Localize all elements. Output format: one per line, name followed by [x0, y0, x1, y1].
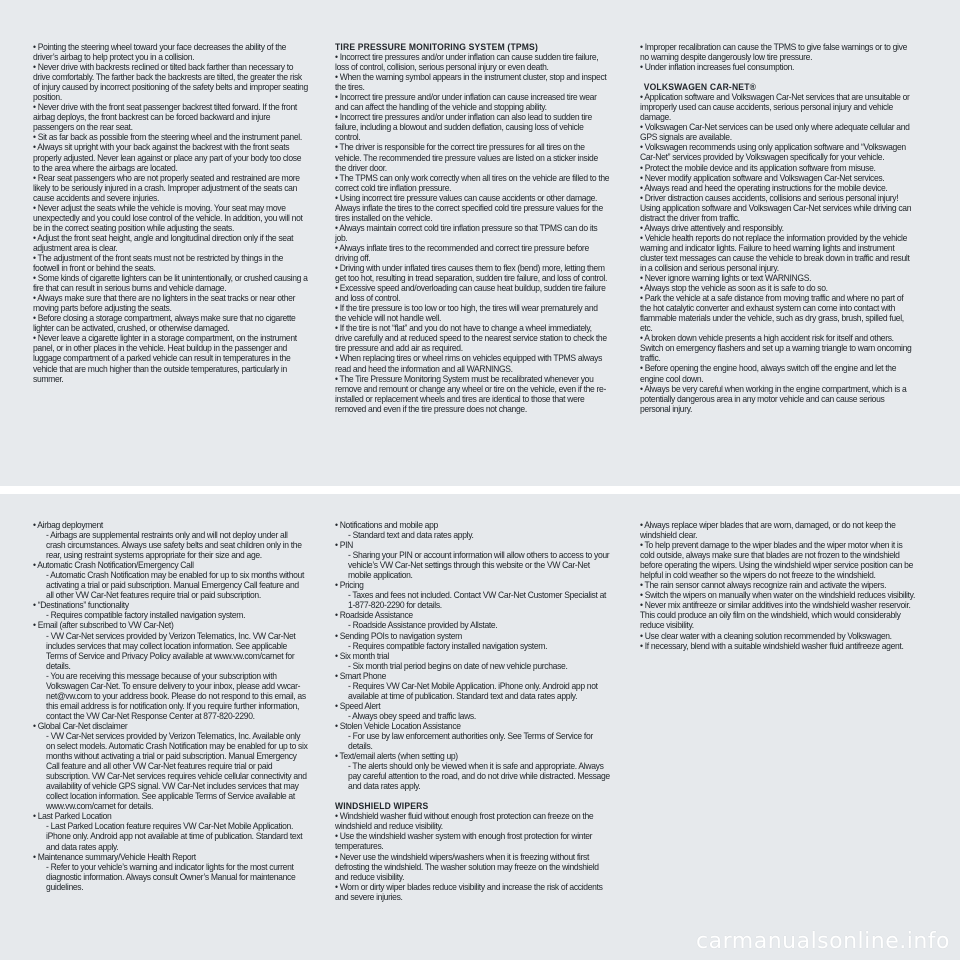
paragraph: • The adjustment of the front seats must not be restricted by things in the footwell in front or behind the seats.: [33, 252, 284, 274]
list-item: • Notifications and mobile app: [335, 520, 438, 530]
paragraph: • Pointing the steering wheel toward your face decreases the ability of the driver’s airbag to help protect you in a collision.: [33, 42, 287, 63]
paragraph: • Never drive with the front seat passenger backrest tilted forward. If the front airbag deploys, the front backrest can be forced backward and injure passengers on the rear seat.: [33, 102, 297, 133]
paragraph: • Always be very careful when working in the engine compartment, which is a potentially dangerous area in any motor vehicle and can cause serious personal injury.: [640, 383, 907, 414]
list-item: • Roadside Assistance: [335, 610, 413, 621]
paragraph: • Some kinds of cigarette lighters can be lit unintentionally, or crushed causing a fire that can result in serious burns and vehicle damage.: [33, 273, 308, 294]
paragraph: • Never use the windshield wipers/washers when it is freezing without first defrosting the windshield. The washer solution may freeze on the windshield and reduce visibility.: [335, 851, 599, 882]
paragraph: • Incorrect tire pressure and/or under inflation can cause increased tire wear and can affect the handling of the vehicle and stopping ability.: [335, 92, 597, 113]
section-heading-tpms: TIRE PRESSURE MONITORING SYSTEM (TPMS): [335, 42, 538, 52]
paragraph: • Driver distraction causes accidents, collisions and serious personal injury! Using application software and Volkswagen Car-Net services while driving can distract the driver from traffic.: [640, 192, 912, 223]
list-item-detail: - VW Car-Net services provided by Verizon Telematics, Inc. Available only on select models. Automatic Crash Notification may be enabled for up to six months without activating a trial or paid subscription. Manual Emergency Call feature and all other VW Car-Net features require trial or paid subscription. VW Car-Net services requires vehicle cellular connectivity and availability of vehicle GPS signal. VW Car-Net includes services that may collect location information. See applicable Terms of Service available at www.vw.com/carnet for details.: [46, 730, 308, 812]
paragraph: • The Tire Pressure Monitoring System must be recalibrated whenever you remove and remount or change any wheel or tire on the vehicle, even if the re-installed or replacement wheels and tires are identical to those that were removed and even if the tire pressure does not change.: [335, 373, 606, 414]
paragraph: • Excessive speed and/overloading can cause heat buildup, sudden tire failure and loss of control.: [335, 283, 606, 304]
paragraph: • Never modify application software and Volkswagen Car-Net services.: [640, 172, 885, 183]
paragraph: • Always maintain correct cold tire inflation pressure so that TPMS can do its job.: [335, 222, 598, 243]
paragraph: • Before closing a storage compartment, always make sure that no cigarette lighter can be activated, crushed, or otherwise damaged.: [33, 313, 296, 334]
list-item: • Stolen Vehicle Location Assistance: [335, 720, 461, 731]
bottom-column-3: [640, 520, 915, 651]
paragraph: • Always sit upright with your back against the backrest with the front seats properly adjusted. Never lean against or place any part of your body too close to the area where the airbags are located.: [33, 142, 302, 173]
paragraph: • Windshield washer fluid without enough frost protection can freeze on the windshield and reduce visibility.: [335, 811, 594, 832]
list-item-detail: - Airbags are supplemental restraints only and will not deploy under all crash circumstances. Always use safety belts and seat children only in the rear, using restraint systems appropriate for their size and age.: [46, 530, 302, 561]
bottom-column-2: [335, 520, 610, 902]
paragraph: • Use the windshield washer system with enough frost protection for winter temperatures.: [335, 831, 593, 852]
paragraph: • Improper recalibration can cause the TPMS to give false warnings or to give no warning despite dangerously low tire pressure.: [640, 42, 908, 63]
list-item: • PIN: [335, 540, 353, 551]
paragraph: • Driving with under inflated tires causes them to flex (bend) more, letting them get too hot, resulting in tread separation, sudden tire failure, and loss of control.: [335, 263, 608, 284]
top-column-1: [33, 42, 308, 384]
paragraph: • If the tire pressure is too low or too high, the tires will wear prematurely and the vehicle will not handle well.: [335, 303, 598, 324]
paragraph: • Always make sure that there are no lighters in the seat tracks or near other moving parts before adjusting the seats.: [33, 293, 296, 314]
paragraph: • To help prevent damage to the wiper blades and the wiper motor when it is cold outside, always make sure that blades are not frozen to the windshield before operating the wipers. Using the windshield wiper service position can be helpful in cold weather so the wipers do not freeze to the windshield.: [640, 540, 914, 581]
paragraph: • Always read and heed the operating instructions for the mobile device.: [640, 182, 888, 193]
paragraph: • Always stop the vehicle as soon as it is safe to do so.: [640, 283, 828, 294]
section-heading-car-net: VOLKSWAGEN CAR-NET®: [643, 82, 757, 93]
list-item: • Automatic Crash Notification/Emergency Call: [33, 560, 194, 571]
panel-divider: [0, 486, 960, 494]
list-item: • “Destinations” functionality: [33, 600, 129, 611]
paragraph: • When the warning symbol appears in the instrument cluster, stop and inspect the tires.: [335, 72, 607, 93]
list-item-detail: - Sharing your PIN or account information will allow others to access to your vehicle’s VW Car-Net settings through this website or the VW Car-Net mobile application.: [348, 550, 610, 581]
paragraph: • Application software and Volkswagen Car-Net services that are unsuitable or improperly used can cause accidents, serious personal injury and vehicle damage.: [640, 92, 910, 123]
list-item: • Email (after subscribed to VW Car-Net): [33, 620, 174, 631]
list-item: • Global Car-Net disclaimer: [33, 720, 128, 731]
paragraph: • Always inflate tires to the recommended and correct tire pressure before driving off.: [335, 242, 589, 263]
paragraph: • Incorrect tire pressures and/or under inflation can also lead to sudden tire failure, including a blowout and sudden deflation, causing loss of vehicle control.: [335, 112, 592, 143]
list-item-detail: - Last Parked Location feature requires VW Car-Net Mobile Application. iPhone only. Android app not available at time of publication. Standard text and data rates apply.: [46, 821, 303, 852]
paragraph: • The rain sensor cannot always recognize rain and activate the wipers.: [640, 580, 887, 591]
list-item-detail: - Roadside Assistance provided by Allstate.: [348, 620, 498, 631]
list-item: • Sending POIs to navigation system: [335, 630, 462, 641]
paragraph: • Never leave a cigarette lighter in a storage compartment, on the instrument panel, or in other places in the vehicle. Heat buildup in the passenger and luggage compartment of a parked vehicle can result in temperatures in the vehicle that are much higher than the outside temperatures, particularly in summer.: [33, 333, 297, 384]
list-item: • Maintenance summary/Vehicle Health Report: [33, 851, 196, 862]
paragraph: • Adjust the front seat height, angle and longitudinal direction only if the seat adjustment area is clear.: [33, 232, 294, 253]
paragraph: • Under inflation increases fuel consumption.: [640, 62, 795, 73]
paragraph: • Volkswagen Car-Net services can be used only where adequate cellular and GPS signals are available.: [640, 122, 910, 143]
top-column-3: [640, 42, 915, 414]
list-item: • Text/email alerts (when setting up): [335, 751, 458, 762]
paragraph: • If necessary, blend with a suitable windshield washer fluid antifreeze agent.: [640, 640, 904, 651]
paragraph: • Worn or dirty wiper blades reduce visibility and increase the risk of accidents and severe injuries.: [335, 881, 603, 902]
list-item: • Last Parked Location: [33, 811, 112, 822]
paragraph: • Vehicle health reports do not replace the information provided by the vehicle warning and indicator lights. Failure to heed warning lights and instrument cluster text messages can cause the vehicle to break down in traffic and result in a collision and serious personal injury.: [640, 232, 910, 273]
paragraph: • Park the vehicle at a safe distance from moving traffic and where no part of the hot catalytic converter and exhaust system can come into contact with flammable materials under the vehicle, such as dry grass, brush, spilled fuel, etc.: [640, 293, 904, 334]
list-item-detail: - Standard text and data rates apply.: [348, 530, 474, 541]
top-column-2: [335, 42, 610, 414]
list-item-detail: - Refer to your vehicle’s warning and indicator lights for the most current diagnostic information. Always consult Owner’s Manual for maintenance guidelines.: [46, 861, 296, 892]
paragraph: • If the tire is not “flat” and you do not have to change a wheel immediately, drive carefully and at reduced speed to the nearest service station to check the tire pressure and add air as required.: [335, 323, 607, 354]
list-item: • Six month trial: [335, 650, 389, 661]
paragraph: • Using incorrect tire pressure values can cause accidents or other damage. Always inflate the tires to the correct specified cold tire pressure values for the tires installed on the vehicle.: [335, 192, 603, 223]
list-item-detail: - You are receiving this message because of your subscription with Volkswagen Car-Net. To ensure delivery to your inbox, please add vwcar-net@vw.com to your address book. Please do not respond to this email, as this email address is for notification only. If you require further information, contact the VW Car-Net Response Center at 877-820-2290.: [46, 670, 306, 721]
list-item: • Pricing: [335, 580, 364, 591]
list-item: • Smart Phone: [335, 670, 387, 681]
list-item: • Speed Alert: [335, 700, 381, 711]
list-item-detail: - For use by law enforcement authorities only. See Terms of Service for details.: [348, 730, 593, 752]
list-item-detail: - Automatic Crash Notification may be enabled for up to six months without activating a trial or paid subscription. Manual Emergency Call feature and all other VW Car-Net features require trial or paid subscription.: [46, 570, 305, 601]
list-item-detail: - Always obey speed and traffic laws.: [348, 710, 476, 721]
paragraph: • Before opening the engine hood, always switch off the engine and let the engine cool down.: [640, 363, 897, 384]
paragraph: • When replacing tires or wheel rims on vehicles equipped with TPMS always read and heed the information and all WARNINGS.: [335, 353, 603, 374]
bottom-column-1: [33, 520, 308, 892]
paragraph: • Never mix antifreeze or similar additives into the windshield washer reservoir. This could produce an oily film on the windshield, which would considerably reduce visibility.: [640, 600, 911, 631]
paragraph: • Sit as far back as possible from the steering wheel and the instrument panel.: [33, 132, 302, 143]
paragraph: • Volkswagen recommends using only application software and “Volkswagen Car-Net” services provided by Volkswagen specifically for your vehicle.: [640, 142, 906, 163]
list-item-detail: - Requires compatible factory installed navigation system.: [348, 640, 548, 651]
list-item-detail: - VW Car-Net services provided by Verizon Telematics, Inc. VW Car-Net includes services that may collect location information. See applicable Terms of Service and Privacy Policy available at www.vw.com/carnet for details.: [46, 630, 296, 671]
paragraph: • The TPMS can only work correctly when all tires on the vehicle are filled to the correct cold tire inflation pressure.: [335, 172, 610, 193]
watermark-text: carmanualsonline.info: [696, 929, 950, 954]
paragraph: • Always drive attentively and responsibly.: [640, 222, 784, 233]
list-item: • Airbag deployment: [33, 520, 103, 530]
paragraph: • Switch the wipers on manually when water on the windshield reduces visibility.: [640, 590, 916, 601]
paragraph: • Never ignore warning lights or text WARNINGS.: [640, 273, 812, 284]
paragraph: • Never drive with backrests reclined or tilted back farther than necessary to drive comfortably. The farther back the backrests are tilted, the greater the risk of injury caused by incorrect positioning of the safety belts and improper seating position.: [33, 62, 308, 103]
list-item-detail: - The alerts should only be viewed when it is safe and appropriate. Always pay careful attention to the road, and do not drive while distracted. Message and data rates apply.: [348, 761, 610, 792]
section-heading-wipers: WINDSHIELD WIPERS: [335, 801, 429, 812]
paragraph: • Never adjust the seats while the vehicle is moving. Your seat may move unexpectedly and you could lose control of the vehicle. In addition, you will not be in the correct seating position while adjusting the seats.: [33, 202, 303, 233]
list-item-detail: - Taxes and fees not included. Contact VW Car-Net Customer Specialist at 1-877-820-2290 for details.: [348, 590, 607, 611]
paragraph: • Protect the mobile device and its application software from misuse.: [640, 162, 876, 173]
list-item-detail: - Six month trial period begins on date of new vehicle purchase.: [348, 660, 568, 671]
paragraph: • The driver is responsible for the correct tire pressures for all tires on the vehicle. The recommended tire pressure values are listed on a sticker inside the driver door.: [335, 142, 598, 173]
paragraph: • A broken down vehicle presents a high accident risk for itself and others. Switch on emergency flashers and set up a warning triangle to warn oncoming traffic.: [640, 333, 912, 364]
paragraph: • Incorrect tire pressures and/or under inflation can cause sudden tire failure, loss of control, collision, serious personal injury or even death.: [335, 52, 599, 73]
paragraph: • Rear seat passengers who are not properly seated and restrained are more likely to be seriously injured in a crash. Improper adjustment of the seats can cause accidents and severe injuries.: [33, 172, 300, 203]
paragraph: • Always replace wiper blades that are worn, damaged, or do not keep the windshield clear.: [640, 520, 896, 541]
list-item-detail: - Requires compatible factory installed navigation system.: [46, 610, 246, 621]
paragraph: • Use clear water with a cleaning solution recommended by Volkswagen.: [640, 630, 892, 641]
list-item-detail: - Requires VW Car-Net Mobile Application. iPhone only. Android app not available at time of publication. Standard text and data rates apply.: [348, 680, 598, 701]
